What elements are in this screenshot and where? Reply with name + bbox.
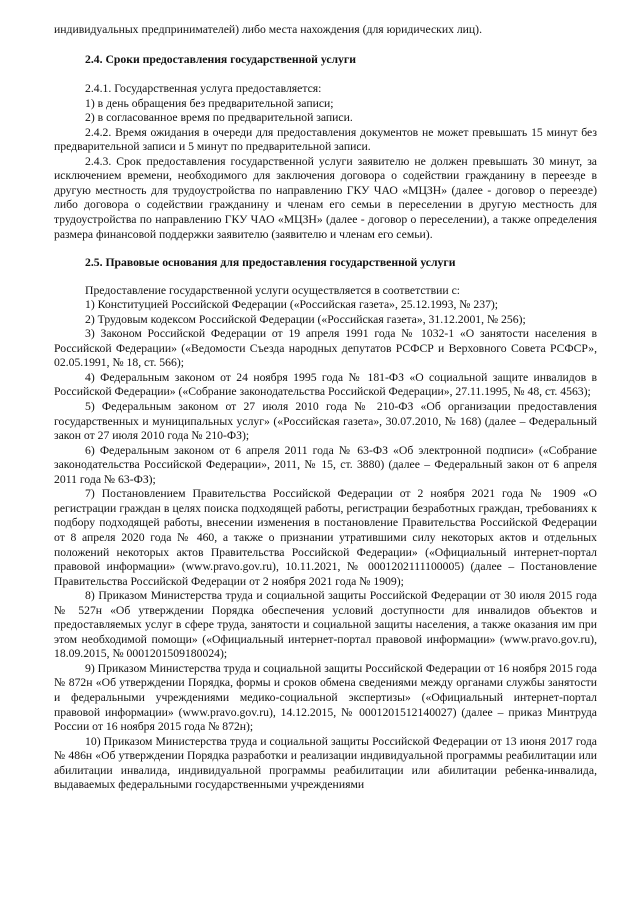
legal-basis-item-6: 6) Федеральным законом от 6 апреля 2011 года № 63-ФЗ «Об электронной подписи» («Собрание законодательства Российской Федерации», 2011, № 15, ст. 3880) (далее – Федеральный закон от 6 апреля 2011 года № 63-ФЗ);	[54, 443, 597, 486]
legal-basis-item-8: 8) Приказом Министерства труда и социальной защиты Российской Федерации от 30 июля 2015 года № 527н «Об утверждении Порядка обеспечения условий доступности для инвалидов объектов и предоставляемых услуг в сфере труда, занятости и социальной защиты населения, а также оказания им при этом необходимой помощи» («Официальный интернет-портал правовой информации» (www.pravo.gov.ru), 18.09.2015, № 0001201509180024);	[54, 589, 597, 661]
spacer	[54, 67, 597, 82]
paragraph-2-4-3: 2.4.3. Срок предоставления государственной услуги заявителю не должен превышать 30 минут, за исключением времени, необходимого для заключения договора о содействии гражданину в переезде в другую местность для трудоустройства по направлению ГКУ ЧАО «МЦЗН» (далее - договор о переезде) либо договора о содействии гражданину и членам его семьи в переселении в другую местность для трудоустройства по направлению ГКУ ЧАО «МЦЗН» (далее - договор о переселении), а также определения размера финансовой поддержки заявителю (заявителю и членам его семьи).	[54, 154, 597, 241]
legal-basis-item-10: 10) Приказом Министерства труда и социальной защиты Российской Федерации от 13 июня 2017 года № 486н «Об утверждении Порядка разработки и реализации индивидуальной программы реабилитации или абилитации инвалида, индивидуальной программы реабилитации или абилитации ребенка-инвалида, выдаваемых федеральными государственными учреждениями	[54, 734, 597, 792]
legal-basis-item-5: 5) Федеральным законом от 27 июля 2010 года № 210-ФЗ «Об организации предоставления государственных и муниципальных услуг» («Российская газета», 30.07.2010, № 168) (далее – Федеральный закон от 27 июля 2010 года № 210-ФЗ);	[54, 400, 597, 443]
legal-basis-item-3: 3) Законом Российской Федерации от 19 апреля 1991 года № 1032-1 «О занятости населения в Российской Федерации» («Ведомости Съезда народных депутатов РСФСР и Верховного Совета РСФСР», 02.05.1991, № 18, ст. 566);	[54, 327, 597, 370]
legal-basis-item-4: 4) Федеральным законом от 24 ноября 1995 года № 181-ФЗ «О социальной защите инвалидов в Российской Федерации» («Собрание законодательства Российской Федерации», 27.11.1995, № 48, ст. 4563);	[54, 370, 597, 399]
spacer	[54, 38, 597, 53]
paragraph-2-5-intro: Предоставление государственной услуги осуществляется в соответствии с:	[85, 283, 461, 297]
paragraph-2-4-1: 2.4.1. Государственная услуга предоставляется:	[85, 82, 322, 96]
lead-in-paragraph: индивидуальных предпринимателей) либо места нахождения (для юридических лиц).	[54, 23, 482, 36]
section-2-4-heading: 2.4. Сроки предоставления государственной услуги	[85, 52, 356, 66]
spacer	[54, 271, 597, 284]
paragraph-2-4-1-item-2: 2) в согласованное время по предварительной записи.	[85, 111, 353, 125]
legal-basis-item-2: 2) Трудовым кодексом Российской Федерации («Российская газета», 31.12.2001, № 256);	[85, 312, 526, 326]
paragraph-2-4-1-item-1: 1) в день обращения без предварительной записи;	[85, 96, 334, 110]
spacer	[54, 242, 597, 256]
section-2-5-heading: 2.5. Правовые основания для предоставления государственной услуги	[85, 256, 456, 270]
legal-basis-item-9: 9) Приказом Министерства труда и социальной защиты Российской Федерации от 16 ноября 2015 года № 872н «Об утверждении Порядка, формы и сроков обмена сведениями между органами службы занятости и федеральными учреждениями медико-социальной экспертизы» («Официальный интернет-портал правовой информации» (www.pravo.gov.ru), 14.12.2015, № 0001201512140027) (далее – приказ Минтруда России от 16 ноября 2015 года № 872н);	[54, 661, 597, 734]
paragraph-2-4-2: 2.4.2. Время ожидания в очереди для предоставления документов не может превышать 15 минут без предварительной записи и 5 минут по предварительной записи.	[54, 125, 597, 154]
legal-basis-item-1: 1) Конституцией Российской Федерации («Российская газета», 25.12.1993, № 237);	[85, 298, 499, 312]
legal-basis-item-7: 7) Постановлением Правительства Российской Федерации от 2 ноября 2021 года № 1909 «О регистрации граждан в целях поиска подходящей работы, регистрации безработных граждан, требованиях к подбору подходящей работы, внесении изменения в постановление Правительства Российской Федерации от 8 апреля 2020 года № 460, а также о признании утратившими силу некоторых актов и отдельных положений некоторых актов Правительства Российской Федерации» («Официальный интернет-портал правовой информации» (www.pravo.gov.ru), 10.11.2021, № 0001202111100005) (далее – Постановление Правительства Российской Федерации от 2 ноября 2021 года № 1909);	[54, 487, 597, 588]
